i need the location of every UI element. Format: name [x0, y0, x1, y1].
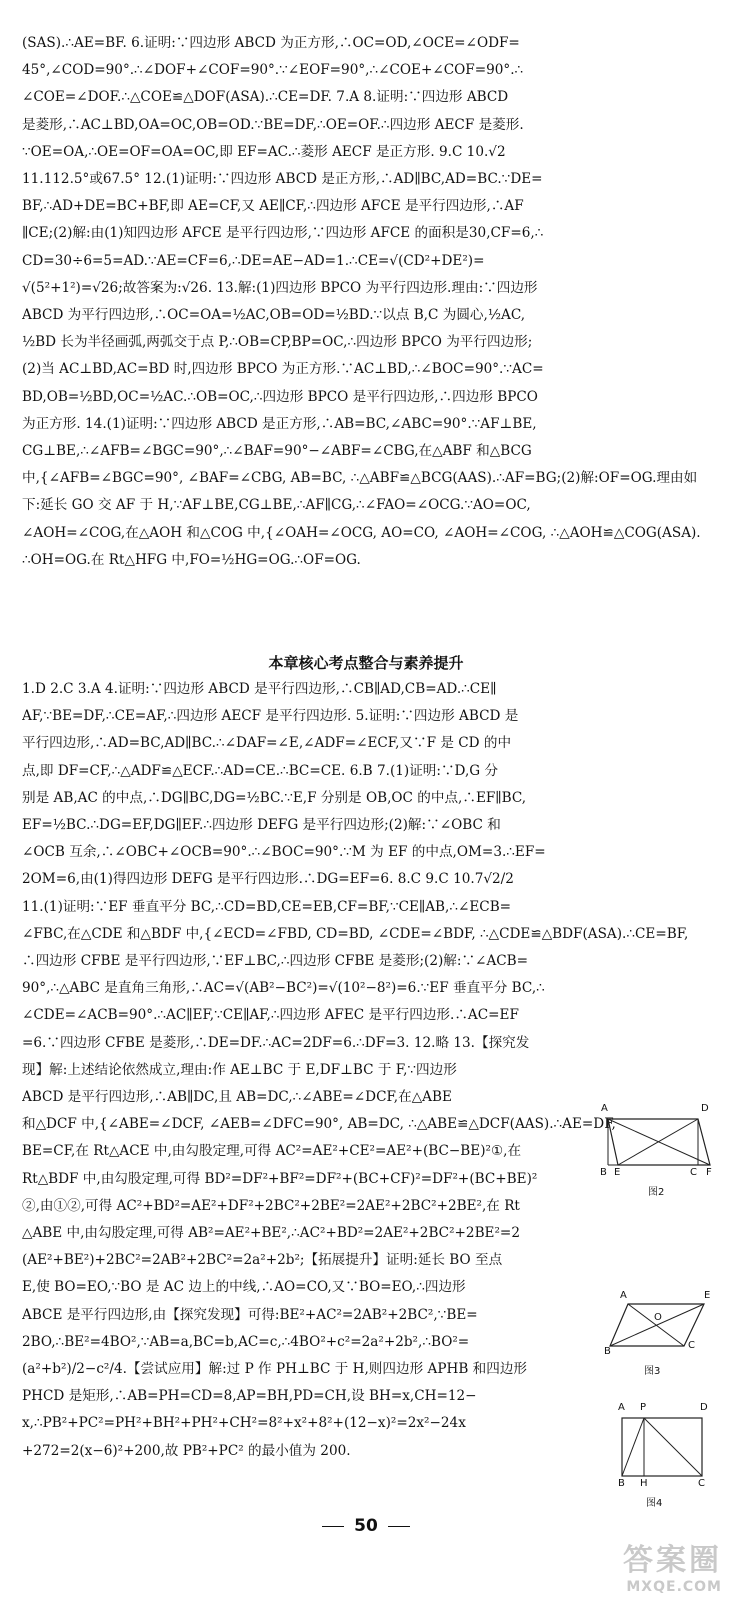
answer-line: =6.∵四边形 CFBE 是菱形,∴DE=DF.∴AC=2DF=6.∴DF=3. 12.略 13.【探究发: [22, 1034, 530, 1051]
answer-line: CG⊥BE,∴∠AFB=∠BGC=90°,∴∠BAF=90°−∠ABF=∠CBG,在△ABF 和△BCG: [22, 443, 532, 460]
answer-line: (SAS).∴AE=BF. 6.证明:∵四边形 ABCD 为正方形,∴OC=OD,∠OCE=∠ODF=: [22, 35, 520, 51]
watermark: [542, 1535, 722, 1595]
fig2-point-C: C: [690, 1167, 697, 1178]
answer-line: ∥CE;(2)解:由(1)知四边形 AFCE 是平行四边形,∵四边形 AFCE 的面积是30,CF=6,∴: [22, 225, 544, 242]
answer-line: ∠FBC,在△CDE 和△BDF 中,{∠ECD=∠FBD, CD=BD, ∠CDE=∠BDF, ∴△CDE≌△BDF(ASA).∴CE=BF,: [22, 925, 689, 942]
answer-line: 点,即 DF=CF,∴△ADF≌△ECF.∴AD=CE.∴BC=CE. 6.B 7.(1)证明:∵D,G 分: [22, 762, 499, 779]
section-title: 本章核心考点整合与素养提升: [268, 654, 464, 672]
answer-line: 别是 AB,AC 的中点,∴DG∥BC,DG=½BC.∵E,F 分别是 OB,OC 的中点,∴EF∥BC,: [22, 789, 527, 806]
fig3-point-O: O: [654, 1312, 662, 1323]
fig4-point-B: B: [618, 1478, 625, 1489]
fig3-point-B: B: [604, 1346, 611, 1357]
answer-line: E,使 BO=EO,∵BO 是 AC 边上的中线,∴AO=CO,又∵BO=EO,∴四边形: [22, 1279, 466, 1296]
watermark-domain: MXQE.COM: [626, 1579, 722, 1595]
answer-line: ABCD 为平行四边形,∴OC=OA=½AC,OB=OD=½BD.∵以点 B,C 为圆心,½AC,: [22, 307, 526, 324]
answer-line: 平行四边形,∴AD=BC,AD∥BC.∴∠DAF=∠E,∠ADF=∠ECF,又∵F 是 CD 的中: [22, 735, 512, 752]
fig4-point-P: P: [640, 1402, 647, 1413]
page-number-dash-left: [322, 1526, 344, 1527]
answer-line: ∠OCB 互余,∴∠OBC+∠OCB=90°.∴∠BOC=90°.∵M 为 EF 的中点,OM=3.∴EF=: [22, 844, 546, 861]
fig2-caption: 图2: [648, 1187, 665, 1198]
answer-line: ABCD 是平行四边形,∴AB∥DC,且 AB=DC,∴∠ABE=∠DCF,在△ABE: [22, 1089, 452, 1106]
page-number-value: 50: [354, 1516, 378, 1536]
answer-line: (2)当 AC⊥BD,AC=BD 时,四边形 BPCO 为正方形.∵AC⊥BD,∴∠BOC=90°.∵AC=: [22, 361, 544, 378]
fig3-caption: 图3: [644, 1366, 661, 1377]
answer-line: AF,∵BE=DF,∴CE=AF,∴四边形 AECF 是平行四边形. 5.证明:∵四边形 ABCD 是: [22, 708, 519, 725]
answer-line: ABCE 是平行四边形,由【探究发现】可得:BE²+AC²=2AB²+2BC²,∵BE=: [22, 1306, 478, 1323]
answer-line: 1.D 2.C 3.A 4.证明:∵四边形 ABCD 是平行四边形,∴CB∥AD,CB=AD.∴CE∥: [22, 681, 497, 697]
fig4-point-A: A: [618, 1402, 625, 1413]
answer-line: ∴四边形 CFBE 是平行四边形,∵EF⊥BC,∴四边形 CFBE 是菱形;(2)解:∵∠ACB=: [22, 953, 529, 970]
answer-block-chapter: [22, 30, 712, 574]
answer-line: 11.112.5°或67.5° 12.(1)证明:∵四边形 ABCD 是正方形,∴AD∥BC,AD=BC.∵DE=: [22, 171, 543, 188]
answer-line: ∠AOH=∠COG,在△AOH 和△COG 中,{∠OAH=∠OCG, AO=CO, ∠AOH=∠COG, ∴△AOH≌△COG(ASA).: [22, 524, 701, 541]
answer-line: (a²+b²)/2−c²/4.【尝试应用】解:过 P 作 PH⊥BC 于 H,则四边形 APHB 和四边形: [22, 1361, 528, 1378]
figure-4: [608, 1400, 716, 1510]
answer-line: EF=½BC.∴DG=EF,DG∥EF.∴四边形 DEFG 是平行四边形;(2)解:∵∠OBC 和: [22, 817, 501, 834]
answer-line: 11.(1)证明:∵EF 垂直平分 BC,∴CD=BD,CE=EB,CF=BF,∵CE∥AB,∴∠ECB=: [22, 898, 512, 915]
answer-line: 45°,∠COD=90°.∴∠DOF+∠COF=90°.∵∠EOF=90°,∴∠COE+∠COF=90°.∴: [22, 62, 524, 79]
answer-line: ½BD 长为半径画弧,两弧交于点 P,∴OB=CP,BP=OC,∴四边形 BPCO 为平行四边形;: [22, 334, 533, 351]
answer-line: 下:延长 GO 交 AF 于 H,∵AF⊥BE,CG⊥BE,∴AF∥CG,∴∠FAO=∠OCG.∵AO=OC,: [22, 497, 531, 514]
fig4-point-H: H: [640, 1478, 648, 1489]
answer-line: ∴OH=OG.在 Rt△HFG 中,FO=½HG=OG.∴OF=OG.: [22, 551, 361, 568]
answer-line: 是菱形,∴AC⊥BD,OA=OC,OB=OD.∵BE=DF,∴OE=OF.∴四边形 AECF 是菱形.: [22, 116, 524, 133]
fig3-point-A: A: [620, 1290, 627, 1301]
page-number-dash-right: [388, 1526, 410, 1527]
answer-line: ∠CDE=∠ACB=90°.∴AC∥EF,∵CE∥AF,∴四边形 AFEC 是平行四边形.∴AC=EF: [22, 1007, 519, 1024]
figure-2: [598, 1103, 716, 1203]
fig2-point-A: A: [601, 1103, 608, 1114]
fig2-point-F: F: [706, 1167, 712, 1178]
answer-line: (AE²+BE²)+2BC²=2AB²+2BC²=2a²+2b²;【拓展提升】证明:延长 BO 至点: [22, 1252, 503, 1269]
answer-line: 2OM=6,由(1)得四边形 DEFG 是平行四边形.∴DG=EF=6. 8.C 9.C 10.7√2/2: [22, 871, 514, 888]
fig3-point-E: E: [704, 1290, 711, 1301]
answer-line: BF,∴AD+DE=BC+BF,即 AE=CF,又 AE∥CF,∴四边形 AFCE 是平行四边形,∴AF: [22, 198, 524, 215]
answer-line: ②,由①②,可得 AC²+BD²=AE²+DF²+2BC²+2BE²=2AE²+2BC²+2BE²,在 Rt: [22, 1197, 520, 1214]
answer-line: 2BO,∴BE²=4BO²,∵AB=a,BC=b,AC=c,∴4BO²+c²=2a²+2b²,∴BO²=: [22, 1333, 470, 1350]
fig2-point-B: B: [600, 1167, 607, 1178]
page-number: [0, 1516, 732, 1536]
answer-line: CD=30÷6=5=AD.∵AE=CF=6,∴DE=AE−AD=1.∴CE=√(CD²+DE²)=: [22, 252, 485, 269]
answer-line: PHCD 是矩形,∴AB=PH=CD=8,AP=BH,PD=CH,设 BH=x,CH=12−: [22, 1388, 477, 1405]
watermark-main: 答案圈: [623, 1543, 722, 1578]
answer-line: 和△DCF 中,{∠ABE=∠DCF, ∠AEB=∠DFC=90°, AB=DC, ∴△ABE≌△DCF(AAS).∴AE=DF,: [22, 1116, 616, 1133]
fig2-point-D: D: [701, 1103, 709, 1114]
answer-line: 90°,∴△ABC 是直角三角形,∴AC=√(AB²−BC²)=√(10²−8²)=6.∵EF 垂直平分 BC,∴: [22, 980, 545, 997]
answer-line: 现】解:上述结论依然成立,理由:作 AE⊥BC 于 E,DF⊥BC 于 F,∵四边形: [22, 1061, 457, 1078]
answer-line: ∵OE=OA,∴OE=OF=OA=OC,即 EF=AC.∴菱形 AECF 是正方形. 9.C 10.√2: [22, 143, 506, 160]
answer-line: √(5²+1²)=√26;故答案为:√26. 13.解:(1)四边形 BPCO 为平行四边形.理由:∵四边形: [22, 279, 538, 296]
fig4-point-D: D: [700, 1402, 708, 1413]
fig4-point-C: C: [698, 1478, 705, 1489]
answer-line: BE=CF,在 Rt△ACE 中,由勾股定理,可得 AC²=AE²+CE²=AE²+(BC−BE)²①,在: [22, 1143, 522, 1160]
fig3-point-C: C: [688, 1340, 695, 1351]
answer-line: ∠COE=∠DOF.∴△COE≌△DOF(ASA).∴CE=DF. 7.A 8.证明:∵四边形 ABCD: [22, 89, 509, 106]
answer-line: 为正方形. 14.(1)证明:∵四边形 ABCD 是正方形,∴AB=BC,∠ABC=90°.∵AF⊥BE,: [22, 415, 537, 432]
fig2-point-E: E: [614, 1167, 621, 1178]
answer-line: +272=2(x−6)²+200,故 PB²+PC² 的最小值为 200.: [22, 1442, 351, 1459]
fig4-caption: 图4: [646, 1498, 663, 1509]
figure-3: [604, 1290, 716, 1378]
answer-line: Rt△BDF 中,由勾股定理,可得 BD²=DF²+BF²=DF²+(BC+CF)²=DF²+(BC+BE)²: [22, 1170, 538, 1187]
answer-line: △ABE 中,由勾股定理,可得 AB²=AE²+BE²,∴AC²+BD²=2AE²+2BC²+2BE²=2: [22, 1225, 520, 1242]
answer-line: x,∴PB²+PC²=PH²+BH²+PH²+CH²=8²+x²+8²+(12−x)²=2x²−24x: [22, 1415, 466, 1432]
answer-line: 中,{∠AFB=∠BGC=90°, ∠BAF=∠CBG, AB=BC, ∴△ABF≌△BCG(AAS).∴AF=BG;(2)解:OF=OG.理由如: [22, 470, 698, 487]
answer-line: BD,OB=½BD,OC=½AC.∴OB=OC,∴四边形 BPCO 是平行四边形,∴四边形 BPCO: [22, 388, 538, 405]
